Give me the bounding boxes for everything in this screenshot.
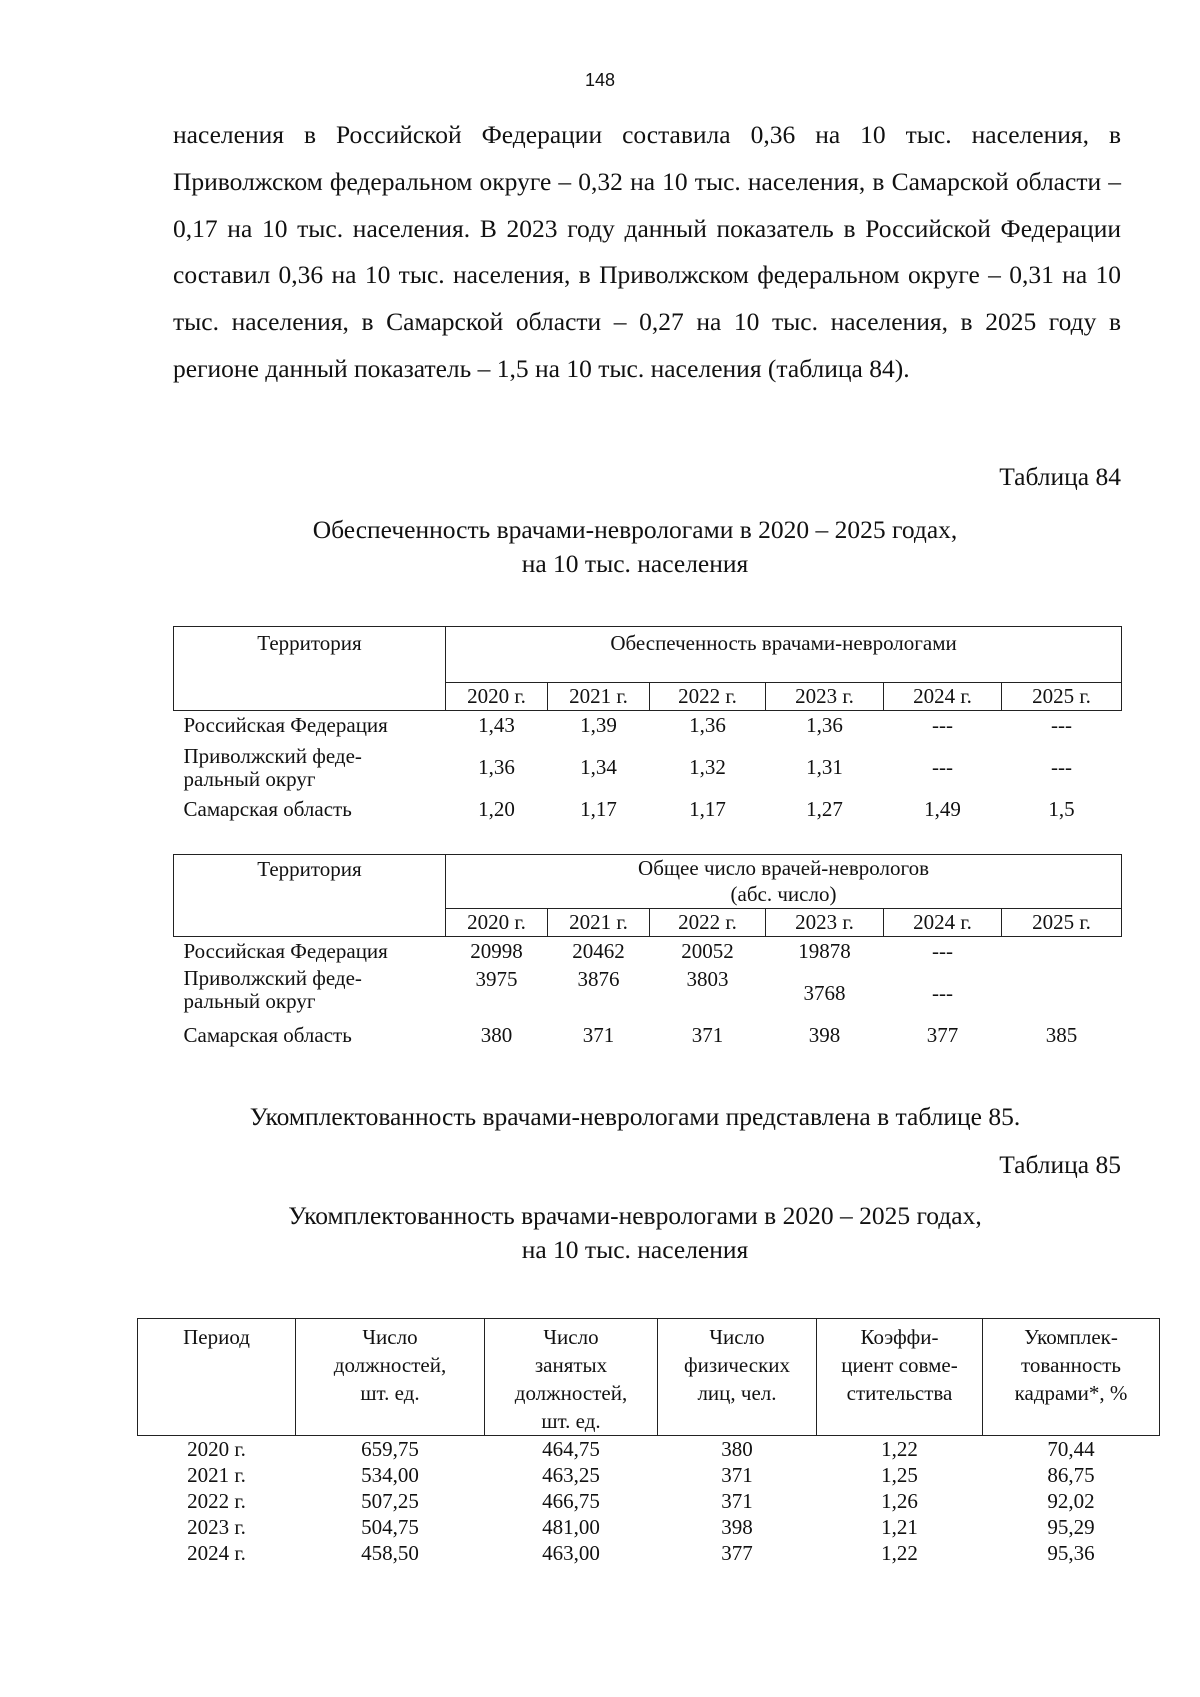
cell: 1,22 [881, 1540, 918, 1565]
cell: 1,5 [1048, 797, 1075, 821]
lead-sentence: Укомплектованность врачами-неврологами представлена в таблице 85. [249, 1102, 1021, 1131]
header-line: тованность [1021, 1353, 1121, 1377]
row-label: Самарская область [183, 1023, 352, 1047]
header-line: Период [183, 1325, 250, 1349]
body-paragraph: населения в Российской Федерации составила 0,36 на 10 тыс. населения, в Приволжском федеральном округе – 0,32 на 10 тыс. населения, в Самарской области – 0,17 на 10 тыс. населения. В 2023 году данный показатель в Российской Федерации составил 0,36 на 10 тыс. населения, в Приволжском федеральном округе – 0,31 на 10 тыс. населения, в Самарской области – 0,27 на 10 тыс. населения, в 2025 году в регионе данный показатель – 1,5 на 10 тыс. населения (таблица 84). [173, 120, 1121, 383]
table-row [174, 1021, 1122, 1051]
cell: 398 [721, 1514, 753, 1539]
cell: 463,25 [542, 1462, 600, 1487]
table-85-label: Таблица 85 [999, 1150, 1121, 1179]
row-label: Российская Федерация [183, 713, 388, 738]
row-label [174, 967, 446, 1021]
table-85-title [0, 1199, 1200, 1267]
cell: 507,25 [361, 1488, 419, 1513]
cell: 385 [1045, 1023, 1078, 1047]
cell: 371 [582, 1023, 615, 1047]
table-row [174, 741, 1122, 795]
cell: 1,25 [881, 1462, 918, 1487]
table-row [174, 711, 1122, 741]
cell: 20462 [572, 939, 625, 964]
header-line2: (абс. число) [730, 882, 837, 906]
cell: 464,75 [542, 1436, 600, 1461]
year-header: 2020 г. [446, 683, 548, 711]
cell: --- [932, 981, 953, 1005]
header-line: физических [683, 1353, 791, 1377]
cell: 1,32 [689, 755, 726, 779]
cell: 534,00 [361, 1462, 419, 1487]
header-provision: Обеспеченность врачами-неврологами [446, 627, 1122, 683]
cell: 1,34 [580, 755, 617, 779]
cell: 95,29 [1047, 1514, 1095, 1539]
cell: 377 [926, 1023, 959, 1047]
cell: 463,00 [542, 1540, 600, 1565]
row-label [174, 741, 446, 795]
cell: 19878 [798, 939, 851, 964]
cell: 1,27 [806, 797, 843, 821]
table-84-title-line2: на 10 тыс. населения [521, 549, 749, 578]
table-84-title-line1: Обеспеченность врачами-неврологами в 2020 – 2025 годах, [312, 515, 958, 544]
table-85-staffing [137, 1318, 1160, 1566]
table-84-label: Таблица 84 [999, 462, 1121, 491]
cell: --- [932, 713, 953, 738]
row-label-line2: ральный округ [183, 766, 316, 791]
cell: 1,36 [689, 713, 726, 738]
year-header: 2021 г. [548, 909, 650, 937]
table-row [174, 967, 1122, 1021]
row-label: Самарская область [183, 797, 352, 821]
row-label-line1: Приволжский феде- [183, 743, 362, 768]
header-line1: Общее число врачей-неврологов [638, 856, 929, 880]
header-coefficient [817, 1319, 983, 1436]
year-header: 2023 г. [766, 683, 884, 711]
cell: 1,36 [806, 713, 843, 738]
header-line: шт. ед. [541, 1409, 601, 1433]
cell: 70,44 [1047, 1436, 1095, 1461]
cell: 3876 [577, 966, 620, 991]
cell: 1,31 [806, 755, 843, 779]
col-territory: Территория [174, 627, 446, 711]
cell: --- [1051, 755, 1073, 779]
cell: 1,43 [478, 713, 515, 738]
cell: 1,36 [478, 755, 515, 779]
header-line: шт. ед. [360, 1381, 420, 1405]
row-label: Российская Федерация [183, 939, 388, 964]
table-84-total-count [173, 854, 1122, 1051]
cell: 3768 [803, 981, 846, 1005]
cell: --- [1051, 713, 1073, 738]
header-staffing-percent [983, 1319, 1160, 1436]
cell: 2021 г. [187, 1462, 246, 1487]
cell: 1,17 [689, 797, 726, 821]
cell: 380 [480, 1023, 513, 1047]
cell: 20998 [470, 939, 523, 964]
cell: 371 [691, 1023, 724, 1047]
cell: 371 [721, 1462, 753, 1487]
table-row [138, 1462, 1160, 1488]
cell: 371 [721, 1488, 753, 1513]
table-85-title-line1: Укомплектованность врачами-неврологами в 2020 – 2025 годах, [288, 1201, 982, 1230]
cell: 2020 г. [187, 1436, 246, 1461]
cell: 1,39 [580, 713, 617, 738]
year-header: 2025 г. [1002, 909, 1122, 937]
page-number: 148 [584, 70, 616, 90]
cell: 659,75 [361, 1436, 419, 1461]
cell: 458,50 [361, 1540, 419, 1565]
year-header: 2025 г. [1002, 683, 1122, 711]
cell: 1,26 [881, 1488, 918, 1513]
table-row [174, 795, 1122, 825]
cell: 1,17 [580, 797, 617, 821]
cell: 86,75 [1047, 1462, 1095, 1487]
cell: 3975 [475, 966, 518, 991]
table-row [138, 1488, 1160, 1514]
year-header: 2021 г. [548, 683, 650, 711]
cell: 2023 г. [187, 1514, 246, 1539]
header-line: циент совме- [841, 1353, 958, 1377]
header-line: Число [709, 1325, 765, 1349]
header-line: лиц, чел. [697, 1381, 777, 1405]
cell: --- [932, 755, 953, 779]
table-84-provision [173, 626, 1122, 825]
header-line: должностей, [333, 1353, 447, 1377]
header-total-count [446, 855, 1122, 909]
year-header: 2020 г. [446, 909, 548, 937]
header-line: Число [362, 1325, 418, 1349]
cell: 1,49 [924, 797, 961, 821]
table-row [138, 1436, 1160, 1463]
year-header: 2022 г. [650, 683, 766, 711]
row-label-line1: Приволжский феде- [183, 965, 362, 990]
cell: 3803 [686, 966, 729, 991]
cell: 398 [808, 1023, 841, 1047]
table-row [138, 1514, 1160, 1540]
year-header: 2022 г. [650, 909, 766, 937]
cell: 2024 г. [187, 1540, 246, 1565]
table-row [174, 937, 1122, 967]
col-territory: Территория [174, 855, 446, 937]
header-individuals [658, 1319, 817, 1436]
header-line: Число [543, 1325, 599, 1349]
row-label-line2: ральный округ [183, 988, 316, 1013]
table-84-title [0, 513, 1200, 581]
cell: 20052 [681, 939, 734, 964]
cell: 380 [721, 1436, 753, 1461]
header-period [138, 1319, 296, 1436]
year-header: 2023 г. [766, 909, 884, 937]
cell: 1,21 [881, 1514, 918, 1539]
cell: 377 [721, 1540, 753, 1565]
header-occupied-positions [485, 1319, 658, 1436]
header-line: Укомплек- [1024, 1325, 1118, 1349]
cell: 504,75 [361, 1514, 419, 1539]
header-line: стительства [846, 1381, 953, 1405]
header-positions [296, 1319, 485, 1436]
cell: 481,00 [542, 1514, 600, 1539]
header-line: кадрами*, % [1014, 1381, 1128, 1405]
cell: 466,75 [542, 1488, 600, 1513]
cell: 1,20 [478, 797, 515, 821]
cell: 2022 г. [187, 1488, 246, 1513]
header-line: занятых [534, 1353, 608, 1377]
cell: 92,02 [1047, 1488, 1095, 1513]
cell: --- [932, 939, 953, 964]
table-85-title-line2: на 10 тыс. населения [521, 1235, 749, 1264]
year-header: 2024 г. [884, 683, 1002, 711]
cell [1002, 937, 1122, 967]
header-line: Коэффи- [860, 1325, 939, 1349]
table-row [138, 1540, 1160, 1566]
header-line: должностей, [514, 1381, 628, 1405]
cell: 1,22 [881, 1436, 918, 1461]
cell: 95,36 [1047, 1540, 1095, 1565]
cell [1002, 967, 1122, 1021]
year-header: 2024 г. [884, 909, 1002, 937]
